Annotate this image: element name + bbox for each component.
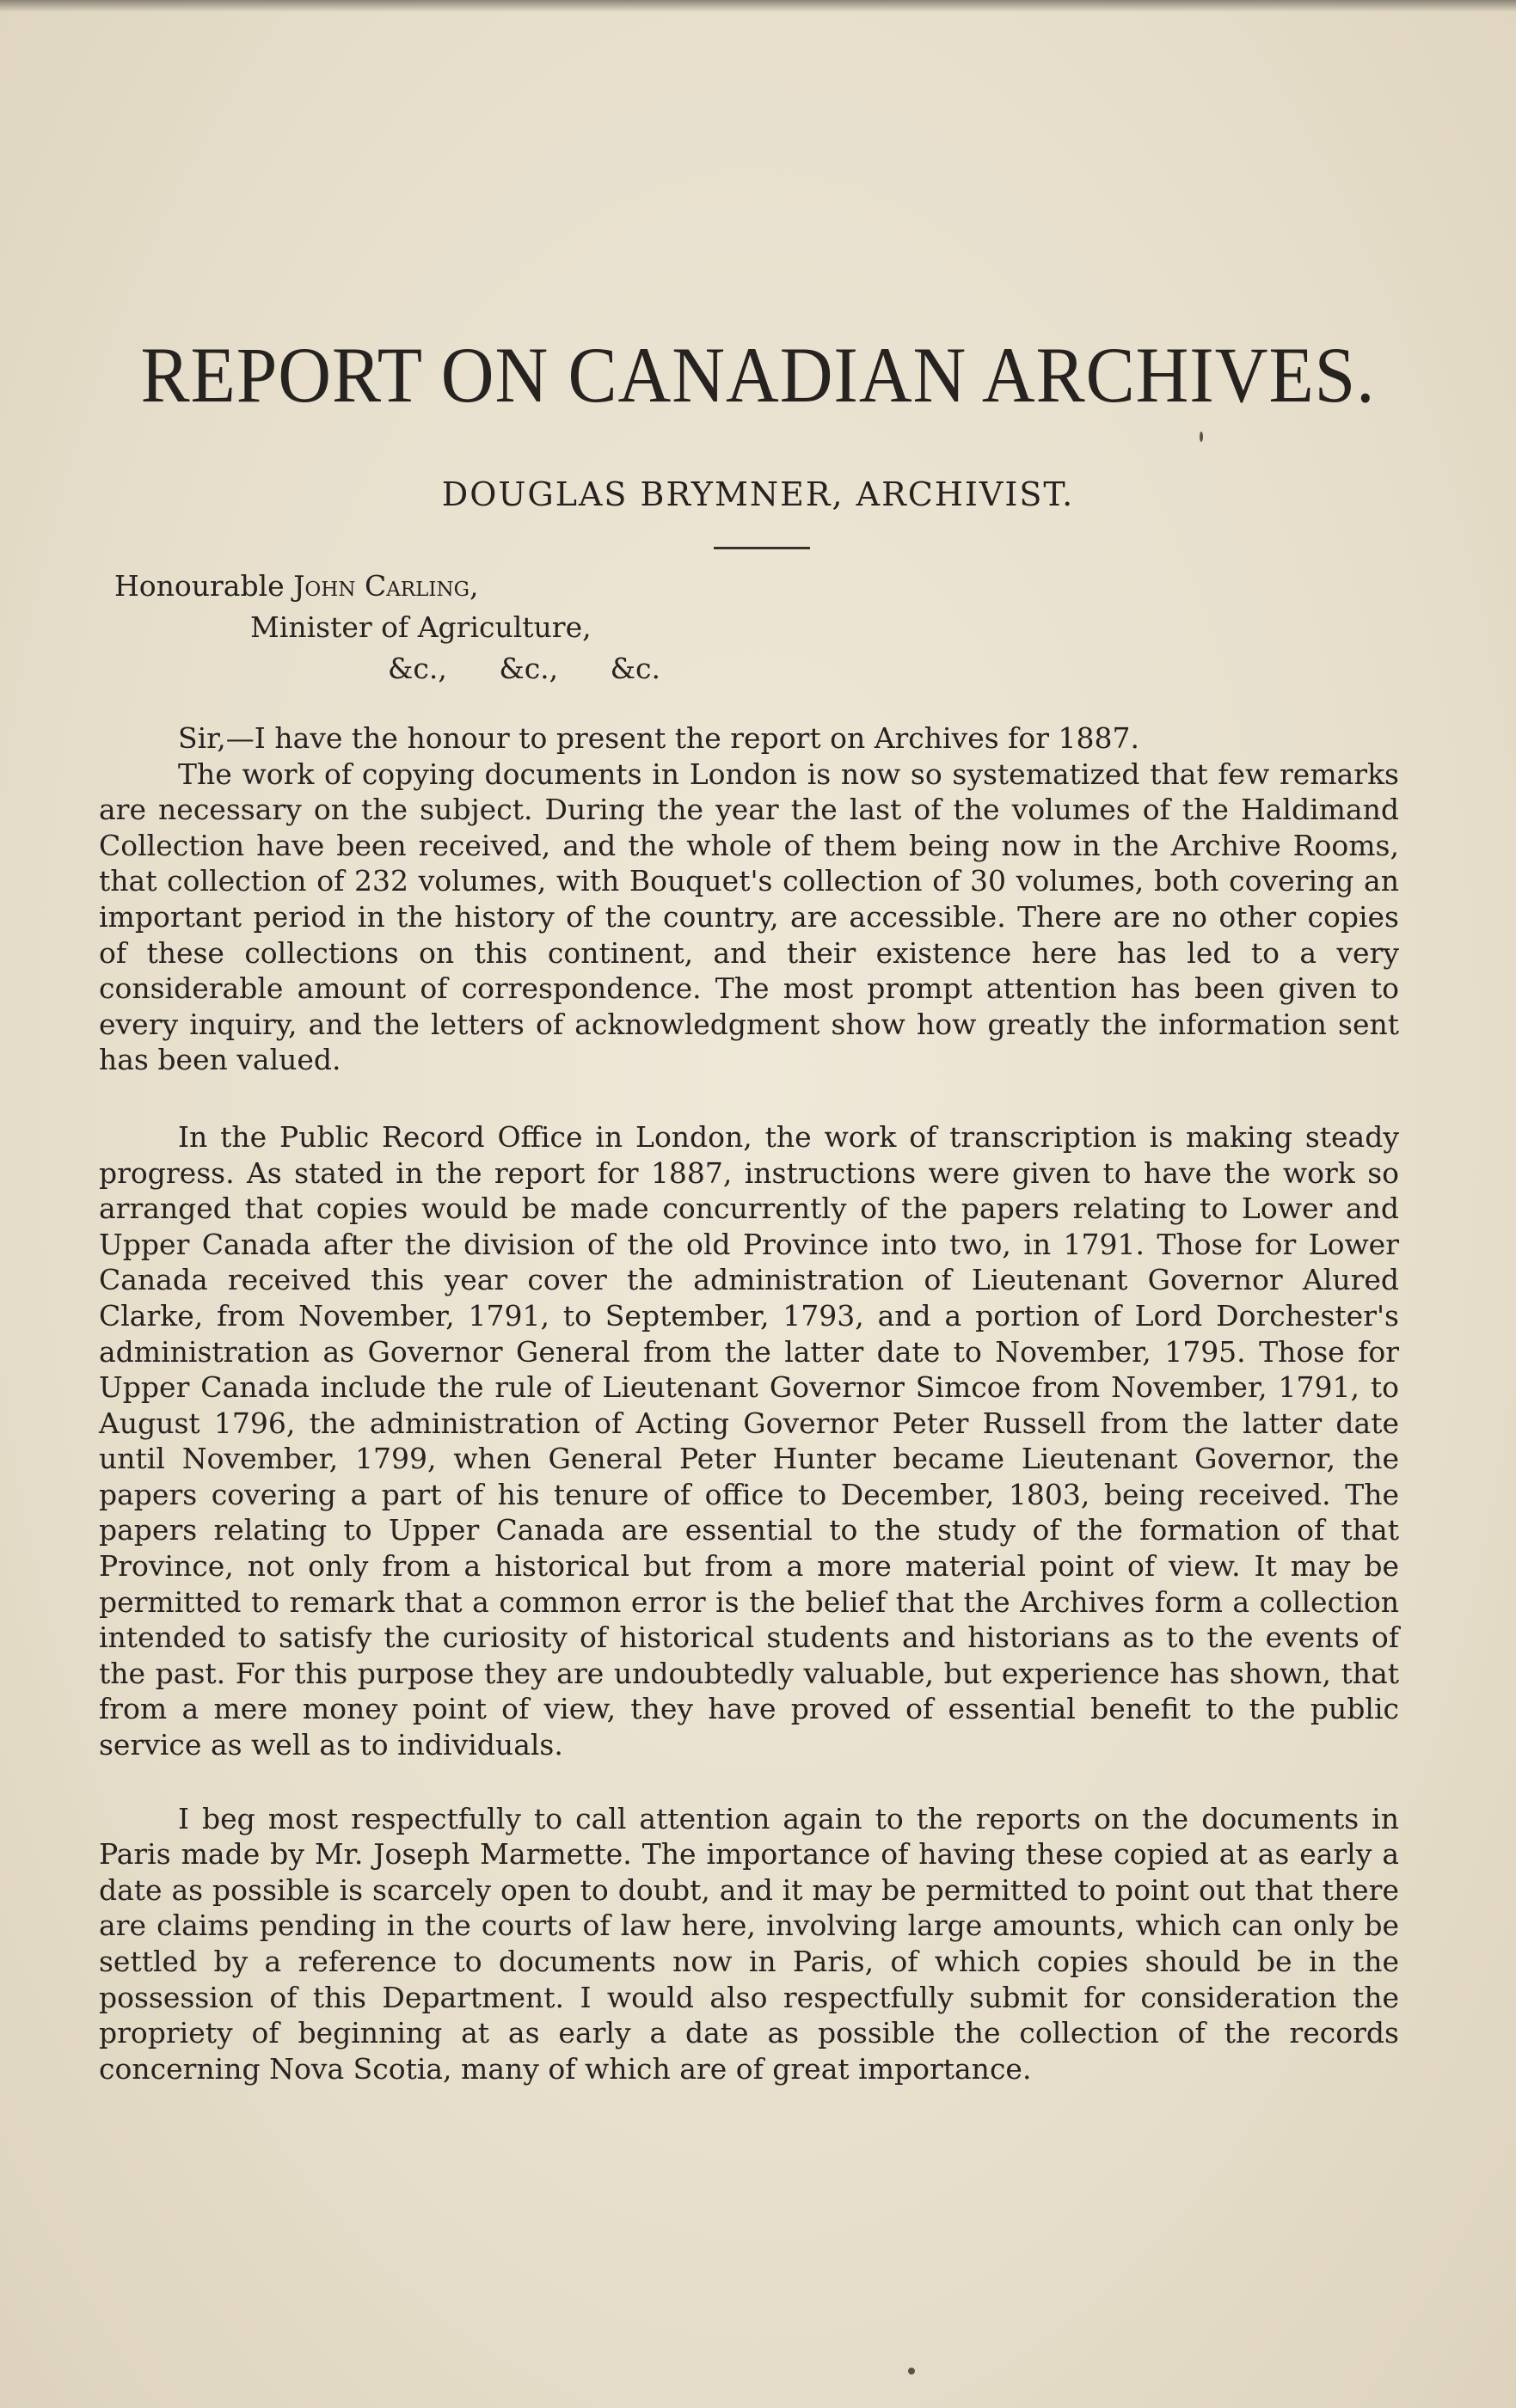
paragraph-1: Sir,—I have the honour to present the report on Archives for 1887. <box>178 721 1140 755</box>
paragraph-4: I beg most respectfully to call attention again to the reports on the documents in Paris made by Mr. Joseph Marmette. The importance of having these copied at as early a date as possible is scarcely open to doubt, and it may be permitted to point out that there are claims pending in the courts of law here, involving large amounts, which can only be settled by a reference to documents now in Paris, of which copies should be in the possession of this Department. I would also respectfully submit for consideration the propriety of beginning at as early a date as possible the collection of the records concerning Nova Scotia, many of which are of great importance. <box>99 1801 1399 2086</box>
salutation-address <box>114 566 660 689</box>
title-divider <box>714 547 810 549</box>
paragraph-2: The work of copying documents in London is now so systematized that few remarks are necessary on the subject. During the year the last of the volumes of the Haldimand Collection have been received, and the whole of them being now in the Archive Rooms, that collection of 232 volumes, with Bouquet's collection of 30 volumes, both covering an important period in the history of the country, are accessible. There are no other copies of these collections on this continent, and their existence here has led to a very considerable amount of correspondence. The most prompt attention has been given to every inquiry, and the letters of acknowledgment show how greatly the information sent has been valued. <box>99 757 1399 1077</box>
address-line-1 <box>114 566 660 607</box>
address-honorific: Honourable <box>114 569 285 603</box>
ink-speck <box>908 2368 915 2374</box>
report-title: REPORT ON CANADIAN ARCHIVES. <box>140 331 1376 419</box>
address-line-2: Minister of Agriculture, <box>250 610 592 644</box>
ink-speck <box>1200 432 1203 442</box>
page-top-edge <box>0 0 1516 12</box>
address-line-3: &c., &c., &c. <box>388 652 660 685</box>
report-body <box>99 720 1399 2086</box>
paragraph-3: In the Public Record Office in London, the work of transcription is making steady progress. As stated in the report for 1887, instructions were given to have the work so arranged that copies would be made concurrently of the papers relating to Lower and Upper Canada after the division of the old Province into two, in 1791. Those for Lower Canada received this year cover the administration of Lieutenant Governor Alured Clarke, from November, 1791, to September, 1793, and a portion of Lord Dorchester's administration as Governor General from the latter date to November, 1795. Those for Upper Canada include the rule of Lieutenant Governor Simcoe from November, 1791, to August 1796, the administration of Acting Governor Peter Russell from the latter date until November, 1799, when General Peter Hunter became Lieutenant Governor, the papers covering a part of his tenure of office to December, 1803, being received. The papers relating to Upper Canada are essential to the study of the formation of that Province, not only from a historical but from a more material point of view. It may be permitted to remark that a common error is the belief that the Archives form a collection intended to satisfy the curiosity of historical students and historians as to the events of the past. For this purpose they are undoubtedly valuable, but experience has shown, that from a mere money point of view, they have proved of essential benefit to the public service as well as to individuals. <box>99 1119 1399 1762</box>
report-subtitle: DOUGLAS BRYMNER, ARCHIVIST. <box>441 475 1075 513</box>
address-name: John Carling, <box>293 569 479 603</box>
